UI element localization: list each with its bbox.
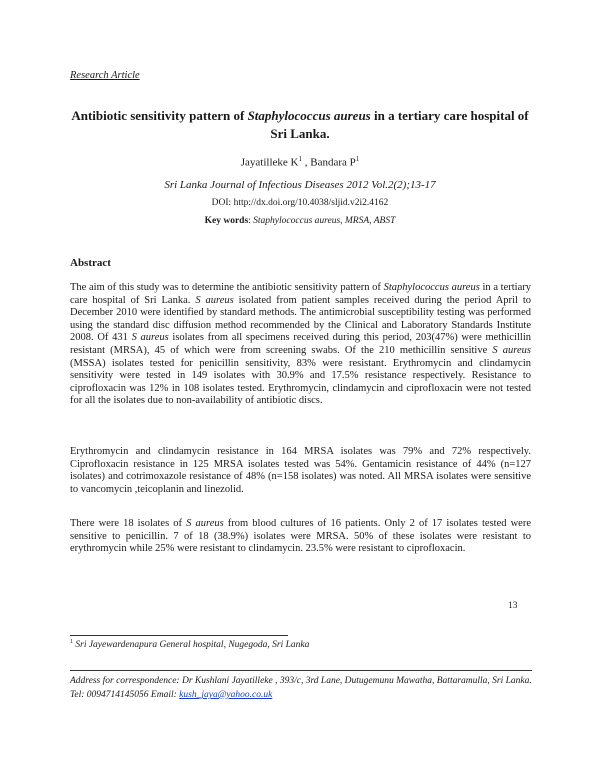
- article-title: Antibiotic sensitivity pattern of Staphylococcus aureus in a tertiary care hospital of Sri Lanka.: [71, 108, 529, 141]
- address-divider: [70, 670, 532, 671]
- footnote: $^1$ Sri Jayewardenapura General hospital, Nugegoda, Sri Lanka: [70, 639, 310, 651]
- abstract-paragraph-3: There were 18 isolates of S aureus from blood cultures of 16 patients. Only 2 of 17 isolates tested were sensitive to penicillin. 7 of 18 (38.9%) isolates were MRSA. 50% of these isolates were resistant to erythromycin while 25% were resistant to clindamycin. 23.5% were resistant to ciprofloxacin.: [70, 518, 531, 555]
- keywords-line: Key words: Staphylococcus aureus, MRSA, ABST: [204, 216, 396, 226]
- footnote-divider: [70, 635, 288, 636]
- page-number: 13: [508, 601, 518, 611]
- author-name: Bandara P: [310, 156, 356, 169]
- abstract-paragraph-2: Erythromycin and clindamycin resistance in 164 MRSA isolates was 79% and 72% respectively. Ciprofloxacin resistance in 125 MRSA isolates tested was 54%. Gentamicin resistance of 44% (n=127 isolates) and cotrimoxazole resistance of 48% (n=158 isolates) was noted. All MRSA isolates were sensitive to vancomycin ,teicoplanin and linezolid.: [70, 446, 531, 495]
- article-type-label: Research Article: [70, 70, 140, 81]
- correspondence-address: Address for correspondence: Dr Kushlani Jayatilleke , 393/c, 3rd Lane, Dutugemunu Mawatha, Battaramulla, Sri Lanka. Tel: 0094714145056 Email: kush_jaya@yahoo.co.uk: [70, 676, 532, 700]
- doi-line: DOI: http://dx.doi.org/10.4038/sljid.v2i2.4162: [211, 198, 389, 208]
- author-name: Jayatilleke K: [240, 156, 299, 169]
- journal-citation: Sri Lanka Journal of Infectious Diseases 2012 Vol.2(2);13-17: [164, 179, 436, 191]
- email-link[interactable]: kush_jaya@yahoo.co.uk: [179, 690, 273, 700]
- abstract-paragraph-1: The aim of this study was to determine the antibiotic sensitivity pattern of Staphylococcus aureus in a tertiary care hospital of Sri Lanka. S aureus isolated from patient samples received during the period April to December 2010 were identified by standard methods. The antimicrobial susceptibility testing was performed using the standard disc diffusion method recommended by the Clinical and Laboratory Standards Institute 2008. Of 431 S aureus isolates from all specimens received during this period, 203(47%) were methicillin resistant (MRSA), 45 of which were from screening swabs. Of the 210 methicillin sensitive S aureus (MSSA) isolates tested for penicillin sensitivity, 83% were resistant. Erythromycin and clindamycin sensitivity were tested in 149 isolates with 30.9% and 17.5% resistance respectively. Resistance to ciprofloxacin was 12% in 108 isolates tested. Erythromycin, clindamycin and ciprofloxacin were not tested for all the isolates due to non-availability of antibiotic discs.: [70, 282, 532, 407]
- abstract-heading: Abstract: [70, 257, 111, 269]
- author-list: Jayatilleke $K^1$ , Bandara $P^1$: [240, 155, 360, 169]
